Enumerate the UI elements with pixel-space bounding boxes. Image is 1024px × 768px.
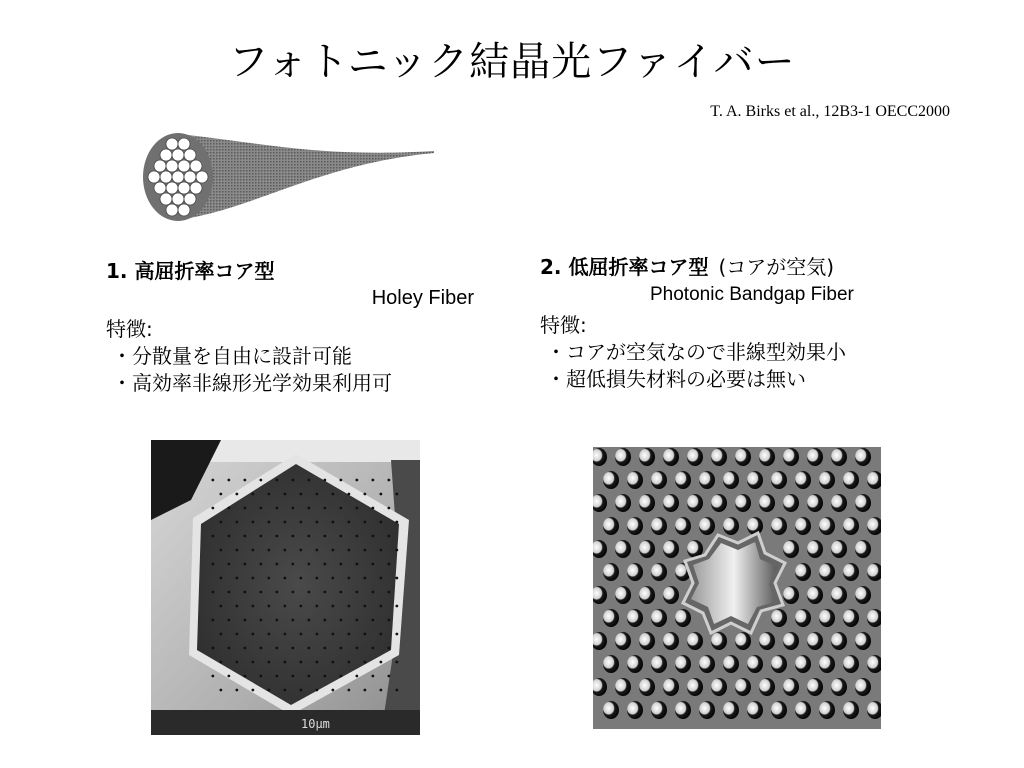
photonic-bandgap-fiber-micrograph — [593, 447, 881, 729]
right-features-label: 特徴: — [540, 313, 587, 337]
citation: T. A. Birks et al., 12B3-1 OECC2000 — [710, 103, 950, 120]
right-subtitle: Photonic Bandgap Fiber — [650, 284, 854, 305]
left-features-label: 特徴: — [106, 317, 153, 341]
high-index-core-section — [106, 258, 486, 397]
fiber-taper-illustration — [138, 128, 438, 226]
right-heading: 2. 低屈折率コア型 — [540, 255, 709, 279]
right-bullet-1: ・コアが空気なので非線型効果小 — [546, 340, 846, 364]
scale-bar-label: 10μm — [301, 717, 330, 731]
left-bullet-1: ・分散量を自由に設計可能 — [112, 344, 352, 368]
slide-title: フォトニック結晶光ファイバー — [228, 39, 796, 85]
left-subtitle: Holey Fiber — [371, 287, 474, 309]
left-bullet-2: ・高効率非線形光学効果利用可 — [112, 371, 392, 395]
left-heading: 1. 高屈折率コア型 — [106, 259, 275, 283]
right-heading-note: (コアが空気) — [718, 255, 835, 279]
low-index-core-section — [540, 254, 940, 393]
right-heading-line — [540, 254, 940, 281]
right-bullet-2: ・超低損失材料の必要は無い — [546, 367, 806, 391]
holey-fiber-micrograph — [151, 440, 420, 735]
